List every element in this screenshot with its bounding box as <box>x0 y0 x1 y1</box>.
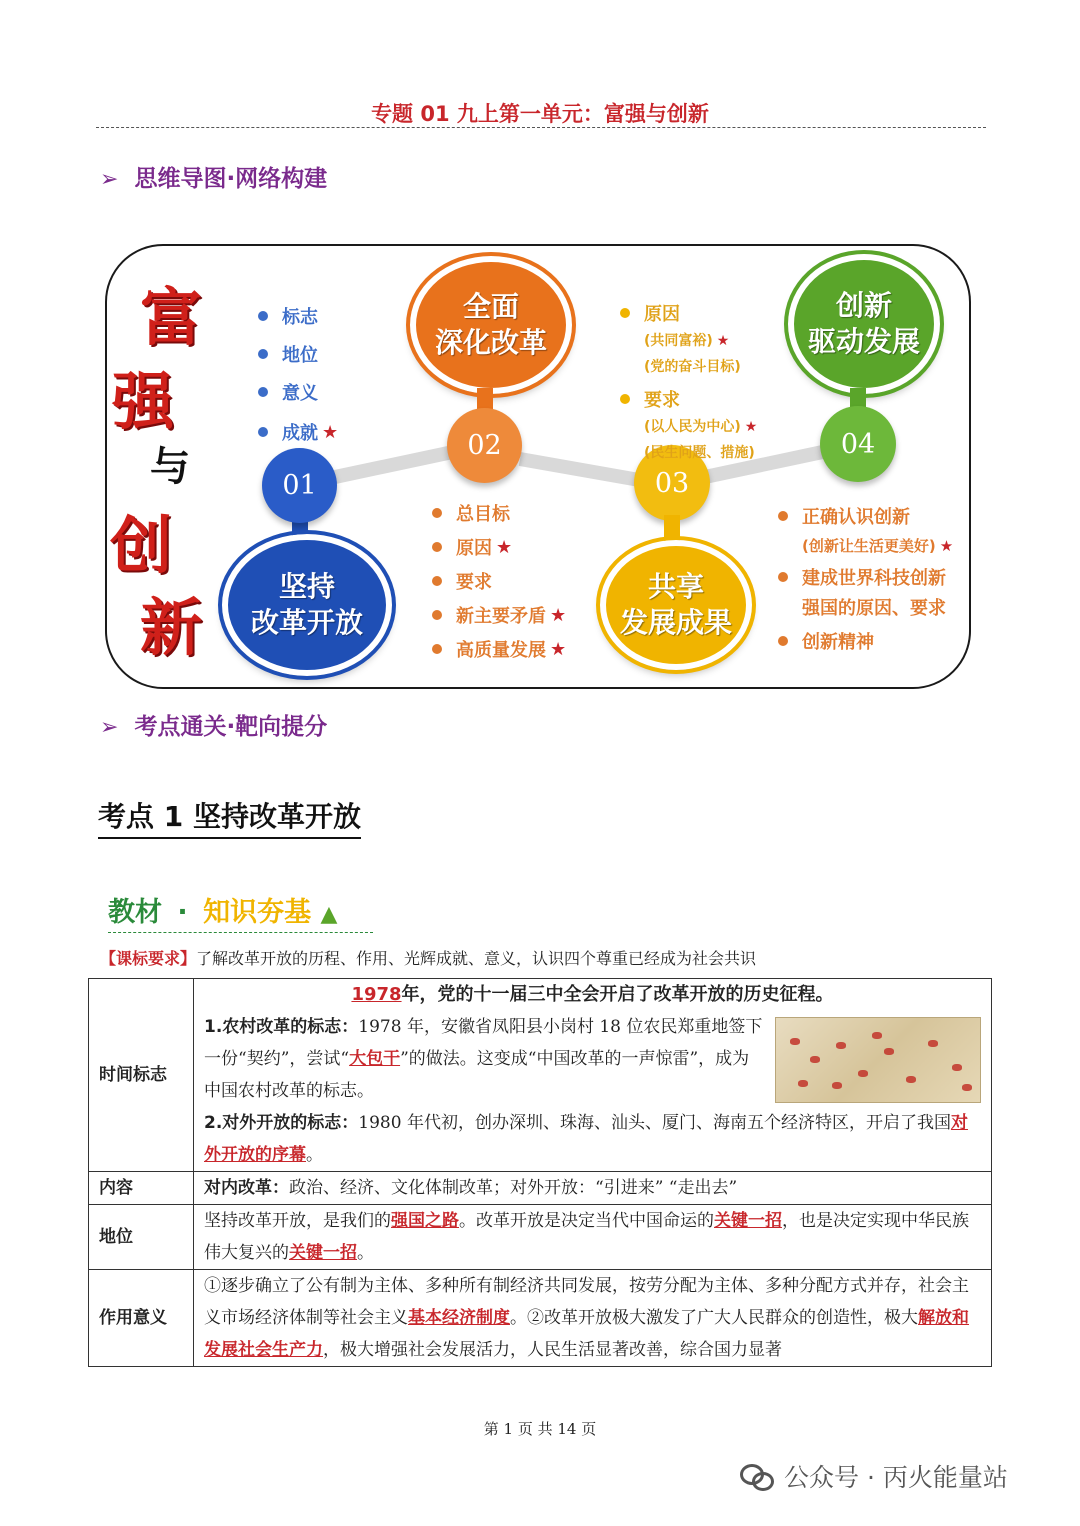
node-03-line1: 共享 <box>647 570 704 603</box>
banner-text-a: 教材 <box>108 897 162 928</box>
list-item <box>432 602 566 628</box>
watermark <box>740 1458 1008 1494</box>
kaodian-title: 考点 1 坚持改革开放 <box>98 795 361 839</box>
node-01-number: 01 <box>262 448 337 523</box>
mindmap-heading-text: 思维导图·网络构建 <box>134 166 328 192</box>
requirement-text: 了解改革开放的历程、作用、光辉成就、意义，认识四个尊重已经成为社会共识 <box>196 949 757 968</box>
content-label: 对内改革： <box>204 1178 289 1198</box>
bullet-dot-icon <box>778 636 788 646</box>
row-label-significance: 作用意义 <box>89 1270 194 1367</box>
key-term-1: 强国之路 <box>391 1211 459 1231</box>
node-04-title <box>788 254 940 394</box>
table-row <box>89 1172 992 1205</box>
practice-section-heading <box>100 708 327 741</box>
table-row <box>89 1270 992 1367</box>
subitem-text: (以人民为中心) <box>644 419 741 435</box>
status-text-d: 。 <box>357 1243 374 1263</box>
list-item <box>258 341 338 367</box>
list-item-text: 建成世界科技创新 <box>802 568 946 589</box>
node-02-bullet-list <box>432 500 566 670</box>
star-icon: ★ <box>322 421 339 443</box>
list-item-text: 要求 <box>644 390 680 411</box>
list-item <box>432 500 566 526</box>
bullet-dot-icon <box>432 576 442 586</box>
bullet-dot-icon <box>432 644 442 654</box>
list-item-continuation: 强国的原因、要求 <box>802 598 946 619</box>
node-01-title <box>222 534 392 676</box>
node-03-title <box>600 540 752 670</box>
rural-reform-paragraph <box>204 1011 981 1107</box>
bullet-dot-icon <box>778 572 788 582</box>
list-subitem <box>644 330 757 350</box>
significance-text-c: ，极大增强社会发展活力，人民生活显著改善，综合国力显著 <box>323 1340 782 1360</box>
requirement-tag: 【课标要求】 <box>100 949 197 968</box>
curriculum-requirement <box>100 946 756 969</box>
star-icon: ★ <box>550 638 567 660</box>
time-headline <box>204 979 981 1011</box>
mindmap-section-heading <box>100 160 327 193</box>
key-term-2: 关键一招 <box>714 1211 782 1231</box>
key-term-opening-prelude: 对外开放的序幕 <box>204 1113 968 1165</box>
star-icon: ★ <box>744 419 758 435</box>
star-icon: ★ <box>496 536 513 558</box>
list-item-text: 总目标 <box>456 504 510 525</box>
textbook-banner <box>108 890 337 929</box>
row-content-time <box>194 979 992 1172</box>
star-icon: ★ <box>716 333 730 349</box>
node-02-title <box>410 256 572 394</box>
node-04-line1: 创新 <box>835 289 892 322</box>
list-item-text: 新主要矛盾 <box>456 606 546 627</box>
list-item <box>258 303 338 329</box>
table-row <box>89 1205 992 1270</box>
node-04-number: 04 <box>820 406 896 482</box>
list-item-text: 原因 <box>456 538 492 559</box>
knowledge-table <box>88 978 992 1367</box>
title-char-qiang: 强 <box>112 365 175 438</box>
list-subitem: (党的奋斗目标) <box>644 359 741 375</box>
list-item <box>432 568 566 594</box>
arrow-right-icon: ➢ <box>100 715 119 740</box>
arrow-right-icon: ➢ <box>100 167 119 192</box>
row-content-content <box>194 1172 992 1205</box>
bullet-dot-icon <box>258 387 268 397</box>
page-number: 第 1 页 共 14 页 <box>483 1420 597 1438</box>
bullet-dot-icon <box>432 542 442 552</box>
header-divider <box>96 127 986 128</box>
node-03-bullet-list <box>620 300 757 468</box>
row-label-content: 内容 <box>89 1172 194 1205</box>
bullet-dot-icon <box>258 311 268 321</box>
key-term-2: 解放和发展社会生产力 <box>204 1308 969 1360</box>
bullet-dot-icon <box>778 511 788 521</box>
table-row <box>89 979 992 1172</box>
node-01-line2: 改革开放 <box>250 606 363 639</box>
key-term-3: 关键一招 <box>289 1243 357 1263</box>
page-header-title: 专题 01 九上第一单元：富强与创新 <box>371 102 709 126</box>
status-text-a: 坚持改革开放，是我们的 <box>204 1211 391 1231</box>
list-item <box>778 628 953 654</box>
opening-text-end: 。 <box>306 1145 323 1165</box>
list-item <box>258 379 338 405</box>
rural-reform-text-a: 1978 年，安徽省凤阳县小岗村 18 位农民郑重地签下一份“契约”，尝试“ <box>204 1017 763 1069</box>
list-item-text: 标志 <box>282 307 318 328</box>
list-item-text: 意义 <box>282 383 318 404</box>
node-02-number: 02 <box>447 408 522 483</box>
node-04-bullet-list <box>778 503 953 662</box>
node-04-line2: 驱动发展 <box>807 325 920 358</box>
bullet-dot-icon <box>620 394 630 404</box>
key-term-dabaogan: 大包干 <box>349 1049 401 1069</box>
opening-paragraph <box>204 1107 981 1171</box>
list-subitem <box>802 535 953 556</box>
node-03-line2: 发展成果 <box>619 606 732 639</box>
title-char-xin: 新 <box>140 591 203 664</box>
row-content-status <box>194 1205 992 1270</box>
bullet-dot-icon <box>258 427 268 437</box>
list-subitem: (民生问题、措施) <box>644 445 755 461</box>
bullet-dot-icon <box>432 508 442 518</box>
key-term-1: 基本经济制度 <box>408 1308 510 1328</box>
row-label-time: 时间标志 <box>89 979 194 1172</box>
wechat-icon <box>740 1462 774 1490</box>
significance-text-a: ①逐步确立了公有制为主体、多种所有制经济共同发展，按劳分配为主体、多种分配方式并存，社会主义市场经济体制等社会主义 <box>204 1276 969 1328</box>
subitem-text: (共同富裕) <box>644 333 713 349</box>
list-item <box>432 534 566 560</box>
list-item-text: 正确认识创新 <box>802 507 910 528</box>
list-item-text: 高质量发展 <box>456 640 546 661</box>
list-item <box>432 636 566 662</box>
node-02-line1: 全面 <box>462 290 519 323</box>
list-item <box>258 419 338 445</box>
banner-text-b: 知识夯基 <box>203 897 312 928</box>
bullet-dot-icon <box>432 610 442 620</box>
title-char-chuang: 创 <box>110 509 173 582</box>
node-01-bullet-list <box>258 303 338 453</box>
star-icon: ★ <box>550 604 567 626</box>
opening-label: 2.对外开放的标志： <box>204 1113 359 1133</box>
list-item <box>620 386 757 412</box>
headline-text: 年，党的十一届三中全会开启了改革开放的历史征程。 <box>401 984 834 1005</box>
banner-underline <box>108 932 373 933</box>
status-text-c: ，也是决定实现中华民族伟大复兴的 <box>204 1211 969 1263</box>
bullet-dot-icon <box>258 349 268 359</box>
list-subitem <box>644 416 757 436</box>
row-label-status: 地位 <box>89 1205 194 1270</box>
star-icon: ★ <box>939 537 954 555</box>
list-item-text: 原因 <box>644 304 680 325</box>
list-item <box>778 503 953 529</box>
list-item-text: 要求 <box>456 572 492 593</box>
title-char-yu: 与 <box>150 444 190 490</box>
mountain-icon: ▲ <box>320 902 338 927</box>
node-01-line1: 坚持 <box>278 570 335 603</box>
title-char-fu: 富 <box>140 281 203 354</box>
row-content-significance <box>194 1270 992 1367</box>
node-03-number: 03 <box>634 445 710 521</box>
subitem-text: (创新让生活更美好) <box>802 537 936 555</box>
opening-text: 1980 年代初，创办深圳、珠海、汕头、厦门、海南五个经济特区，开启了我国 <box>358 1113 951 1133</box>
banner-separator: · <box>177 897 188 928</box>
practice-heading-text: 考点通关·靶向提分 <box>134 714 328 740</box>
content-text: 政治、经济、文化体制改革；对外开放：“引进来” “走出去” <box>289 1178 738 1198</box>
watermark-text: 公众号 · 丙火能量站 <box>784 1463 1008 1492</box>
significance-text-b: 。②改革开放极大激发了广大人民群众的创造性，极大 <box>510 1308 918 1328</box>
list-item <box>620 300 757 326</box>
list-item-text: 创新精神 <box>802 632 874 653</box>
list-item-text: 成就 <box>282 423 318 444</box>
status-text-b: 。改革开放是决定当代中国命运的 <box>459 1211 714 1231</box>
node-02-line2: 深化改革 <box>434 326 547 359</box>
key-year: 1978 <box>351 984 402 1005</box>
list-item <box>778 564 953 590</box>
contract-photo <box>775 1017 981 1103</box>
rural-reform-label: 1.农村改革的标志： <box>204 1017 359 1037</box>
bullet-dot-icon <box>620 308 630 318</box>
rural-reform-text-b: ”的做法。这变成“中国改革的一声惊雷”，成为中国农村改革的标志。 <box>204 1049 750 1101</box>
list-item-text: 地位 <box>282 345 318 366</box>
